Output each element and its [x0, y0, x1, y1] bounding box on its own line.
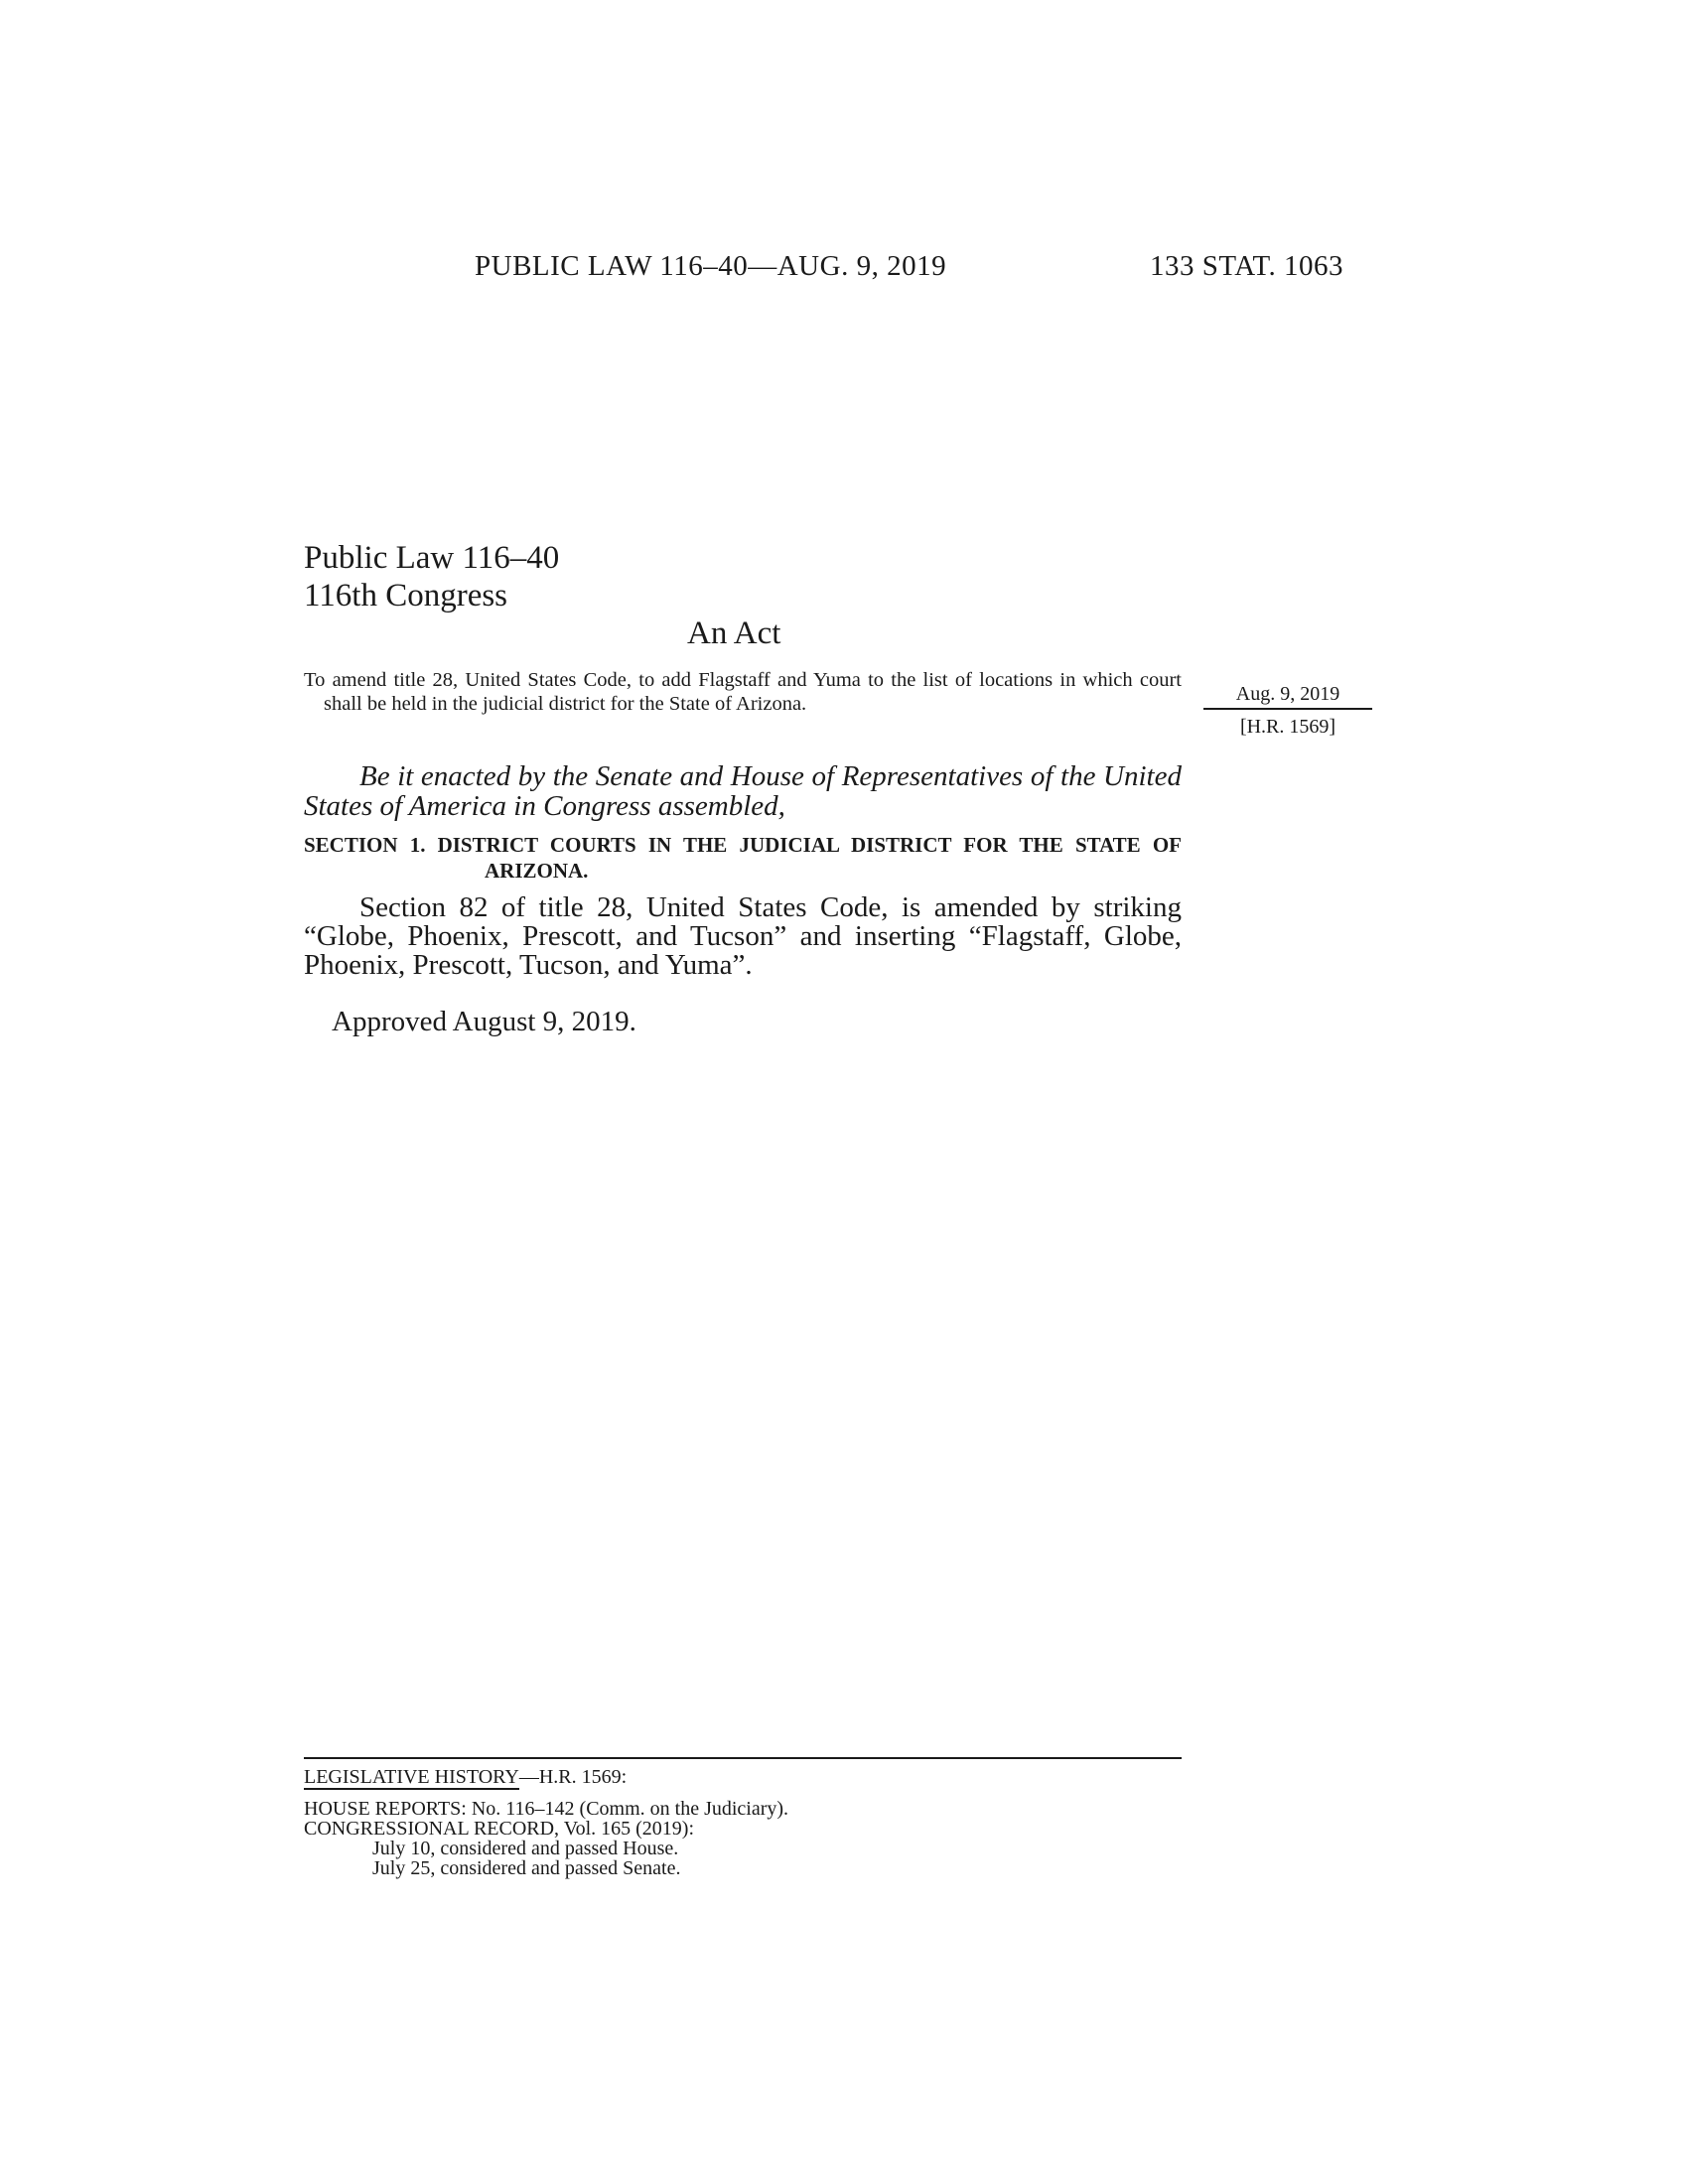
section-text: Section 82 of title 28, United States Code, is amended by striking “Globe, Phoenix, Prescott, and Tucson” and inserting “Flagstaff, Globe, Phoenix, Prescott, Tucson, and Yuma”. [304, 891, 1182, 981]
act-purpose: To amend title 28, United States Code, to add Flagstaff and Yuma to the list of locations in which court shall be held in the judicial district for the State of Arizona. [304, 669, 1182, 715]
house-reports-line: HOUSE REPORTS: No. 116–142 (Comm. on the Judiciary). [304, 1798, 789, 1820]
margin-bill-number: [H.R. 1569] [1239, 716, 1336, 738]
enacting-clause: Be it enacted by the Senate and House of Representatives of the United States of America in Congress assembled, [304, 760, 1182, 822]
margin-date: Aug. 9, 2019 [1235, 683, 1340, 705]
legislative-history-title: LEGISLATIVE HISTORY [304, 1766, 519, 1788]
stat-page-number: 133 STAT. 1063 [1150, 250, 1344, 282]
public-law-number: Public Law 116–40 [304, 540, 560, 576]
section-heading [304, 832, 1182, 884]
record-entry-senate: July 25, considered and passed Senate. [372, 1857, 681, 1879]
act-heading: An Act [687, 615, 781, 651]
margin-divider [1203, 708, 1372, 710]
section-heading-lead: SECTION 1. DISTRICT COURTS IN THE JUDICIAL DISTRICT FOR THE [304, 833, 1063, 857]
legislative-history-list [304, 1799, 788, 1878]
approval-line: Approved August 9, 2019. [332, 1006, 636, 1037]
running-head: PUBLIC LAW 116–40—AUG. 9, 2019 [475, 250, 947, 282]
legislative-history-bill: —H.R. 1569: [518, 1766, 628, 1788]
footer-divider [304, 1757, 1182, 1759]
legislative-history-heading [304, 1765, 627, 1789]
section-heading-rest: STATE OF ARIZONA. [485, 833, 1183, 883]
record-entry-house: July 10, considered and passed House. [372, 1838, 679, 1859]
congress-label: 116th Congress [304, 578, 508, 614]
congressional-record-line: CONGRESSIONAL RECORD, Vol. 165 (2019): [304, 1818, 694, 1840]
